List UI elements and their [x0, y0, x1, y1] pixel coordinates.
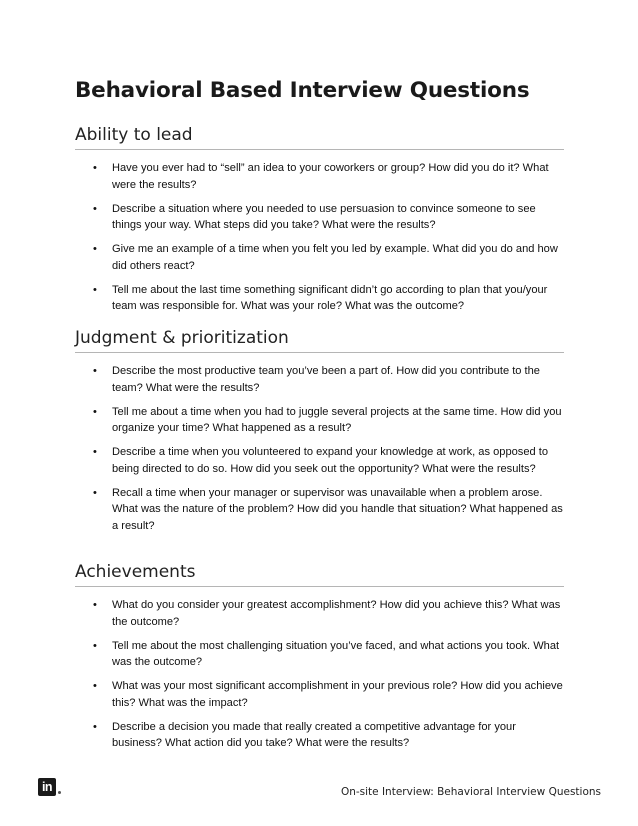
- section-heading: Judgment & prioritization: [75, 328, 564, 353]
- list-item: [75, 444, 564, 477]
- question-text: Give me an example of a time when you felt you led by example. What did you do and how did others react?: [112, 243, 558, 272]
- footer-caption: On-site Interview: Behavioral Interview Questions: [340, 786, 601, 798]
- question-text: Recall a time when your manager or supervisor was unavailable when a problem arose. What was the nature of the problem? How did you handle that situation? What happened as a result?: [112, 486, 563, 532]
- section-ability-to-lead: [75, 125, 564, 315]
- bullet-icon: •: [93, 162, 97, 174]
- section-heading: Ability to lead: [75, 125, 564, 150]
- bullet-icon: •: [93, 639, 97, 652]
- bullet-icon: •: [93, 202, 97, 215]
- bullet-icon: •: [93, 486, 97, 499]
- question-text: Tell me about the most challenging situation you’ve faced, and what actions you took. What was the outcome?: [112, 639, 560, 668]
- section-achievements: [75, 562, 564, 752]
- question-text: Describe a situation where you needed to use persuasion to convince someone to see things your way. What steps did you take? What were the results?: [112, 202, 536, 231]
- question-text: Describe a time when you volunteered to expand your knowledge at work, as opposed to being directed to do so. How did you seek out the opportunity? What were the results?: [112, 446, 548, 475]
- question-list: [75, 363, 564, 534]
- bullet-icon: •: [93, 599, 97, 611]
- bullet-icon: •: [93, 365, 97, 377]
- bullet-icon: •: [93, 405, 97, 418]
- question-text: What was your most significant accomplishment in your previous role? How did you achieve this? What was the impact?: [112, 680, 563, 709]
- trademark-dot-icon: [58, 791, 61, 794]
- page-title: Behavioral Based Interview Questions: [75, 78, 530, 103]
- list-item: [75, 160, 564, 193]
- question-list: [75, 160, 564, 315]
- list-item: [75, 485, 564, 535]
- section-heading: Achievements: [75, 562, 564, 587]
- list-item: [75, 404, 564, 437]
- list-item: [75, 597, 564, 630]
- question-text: Tell me about a time when you had to juggle several projects at the same time. How did you organize your time? What happened as a result?: [112, 405, 562, 434]
- list-item: [75, 719, 564, 752]
- question-text: Have you ever had to “sell” an idea to your coworkers or group? How did you do it? What were the results?: [112, 162, 549, 191]
- question-list: [75, 597, 564, 752]
- linkedin-logo-icon: in: [38, 778, 56, 796]
- question-text: Describe a decision you made that really created a competitive advantage for your business? What action did you take? What were the results?: [112, 720, 516, 749]
- section-judgment-prioritization: [75, 328, 564, 534]
- list-item: [75, 241, 564, 274]
- list-item: [75, 638, 564, 671]
- question-text: Tell me about the last time something significant didn’t go according to plan that you/your team was responsible for. What was your role? What was the outcome?: [112, 283, 548, 312]
- bullet-icon: •: [93, 680, 97, 692]
- list-item: [75, 282, 564, 315]
- bullet-icon: •: [93, 283, 97, 296]
- bullet-icon: •: [93, 243, 97, 255]
- question-text: Describe the most productive team you’ve been a part of. How did you contribute to the team? What were the results?: [112, 365, 540, 394]
- list-item: [75, 678, 564, 711]
- bullet-icon: •: [93, 446, 97, 458]
- question-text: What do you consider your greatest accomplishment? How did you achieve this? What was the outcome?: [112, 599, 561, 628]
- bullet-icon: •: [93, 720, 97, 733]
- list-item: [75, 201, 564, 234]
- list-item: [75, 363, 564, 396]
